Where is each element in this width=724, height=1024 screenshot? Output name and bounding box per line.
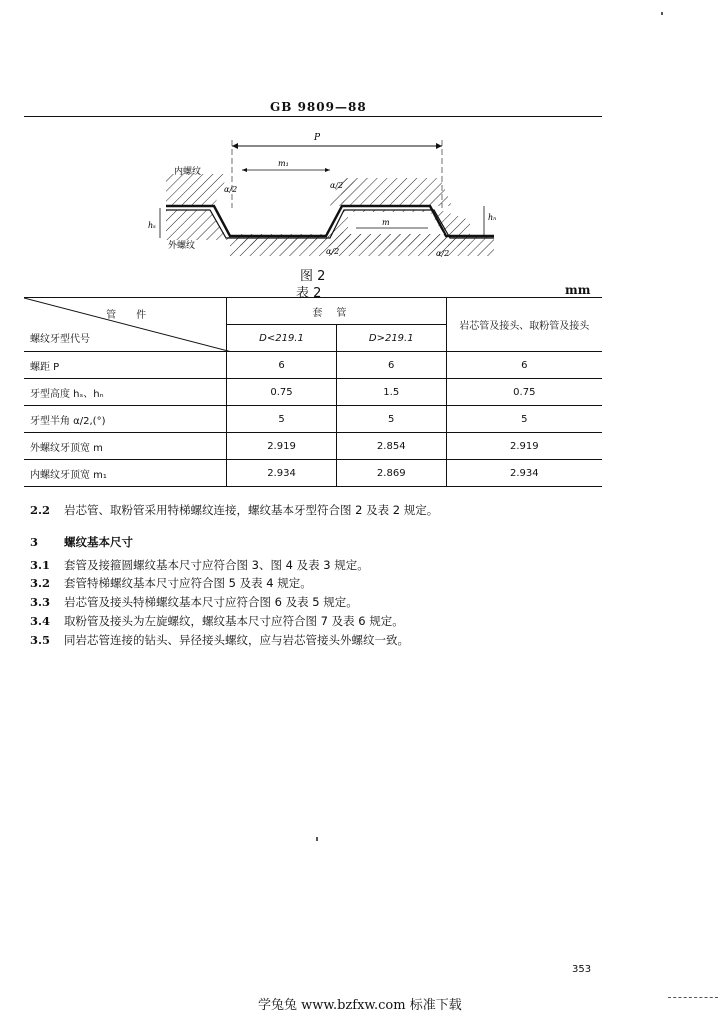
row-label: 牙型半角 α/2,(°) [24, 406, 227, 433]
clause-text: 套管特梯螺纹基本尺寸应符合图 5 及表 4 规定。 [64, 576, 312, 590]
clause-number: 3 [30, 535, 39, 549]
cell: 0.75 [227, 379, 337, 406]
casing-group-header: 套管 [227, 298, 446, 325]
cell: 2.869 [336, 460, 446, 487]
footer-watermark: 学兔兔 www.bzfxw.com 标准下载 [258, 998, 462, 1013]
half-angle-label-1: α/2 [224, 185, 238, 194]
table-row [24, 379, 602, 406]
row-label: 螺距 P [24, 352, 227, 379]
cell: 2.934 [227, 460, 337, 487]
cell: 6 [446, 352, 602, 379]
table-header-row [24, 298, 602, 325]
page-number: 353 [572, 964, 592, 975]
clause-number: 3.4 [30, 614, 51, 628]
table-title: 表 2 [296, 286, 322, 301]
scan-speck [316, 837, 318, 841]
cell: 1.5 [336, 379, 446, 406]
diag-header-bottom: 螺纹牙型代号 [30, 334, 90, 345]
cell: 5 [446, 406, 602, 433]
clause-number: 3.5 [30, 633, 51, 647]
m1-label: m₁ [278, 159, 289, 168]
cell: 2.919 [446, 433, 602, 460]
header-rule [24, 116, 602, 117]
hs-label: hₛ [148, 221, 156, 230]
table-row [24, 460, 602, 487]
standard-header: GB 9809—88 [270, 100, 367, 114]
clause-text: 套管及接箍圆螺纹基本尺寸应符合图 3、图 4 及表 3 规定。 [64, 558, 369, 572]
half-angle-label-2: α/2 [330, 181, 344, 190]
thread-profile-figure [130, 128, 510, 264]
inner-thread-label: 内螺纹 [174, 167, 202, 177]
half-angle-label-3: α/2 [326, 247, 340, 256]
section-3-heading [30, 534, 133, 550]
pitch-label: P [314, 133, 321, 143]
cell: 6 [336, 352, 446, 379]
clause-number: 3.1 [30, 558, 51, 572]
table-row [24, 406, 602, 433]
diag-header-top: 管件 [106, 310, 167, 321]
paragraph-3-3 [30, 594, 358, 610]
outer-thread-label: 外螺纹 [168, 241, 196, 251]
m-label: m [382, 218, 390, 227]
clause-text: 岩芯管及接头特梯螺纹基本尺寸应符合图 6 及表 5 规定。 [64, 595, 358, 609]
row-label: 外螺纹牙顶宽 m [24, 433, 227, 460]
paragraph-2-2 [30, 502, 438, 518]
clause-text: 螺纹基本尺寸 [64, 535, 133, 549]
col-large-diameter: D>219.1 [336, 325, 446, 352]
diagonal-header-cell [24, 298, 227, 352]
clause-text: 取粉管及接头为左旋螺纹，螺纹基本尺寸应符合图 7 及表 6 规定。 [64, 614, 404, 628]
cell: 6 [227, 352, 337, 379]
paragraph-3-2 [30, 575, 312, 591]
figure-caption: 图 2 [300, 269, 326, 284]
cell: 5 [336, 406, 446, 433]
cell: 2.854 [336, 433, 446, 460]
table-row [24, 352, 602, 379]
scan-speck [661, 12, 663, 15]
clause-text: 岩芯管、取粉管采用特梯螺纹连接，螺纹基本牙型符合图 2 及表 2 规定。 [64, 503, 439, 517]
paragraph-3-1 [30, 557, 369, 573]
clause-number: 2.2 [30, 503, 51, 517]
cell: 2.919 [227, 433, 337, 460]
thread-parameters-table [24, 297, 602, 487]
clause-text: 同岩芯管连接的钻头、异径接头螺纹，应与岩芯管接头外螺纹一致。 [64, 633, 409, 647]
clause-number: 3.3 [30, 595, 51, 609]
col-small-diameter: D<219.1 [227, 325, 337, 352]
cell: 5 [227, 406, 337, 433]
cell: 2.934 [446, 460, 602, 487]
row-label: 内螺纹牙顶宽 m₁ [24, 460, 227, 487]
clause-number: 3.2 [30, 576, 51, 590]
core-tube-header: 岩芯管及接头、取粉管及接头 [446, 298, 602, 352]
cell: 0.75 [446, 379, 602, 406]
table-row [24, 433, 602, 460]
footer-dashed-line [668, 997, 718, 998]
paragraph-3-5 [30, 632, 409, 648]
paragraph-3-4 [30, 613, 404, 629]
row-label: 牙型高度 hₛ、hₙ [24, 379, 227, 406]
table-unit: mm [565, 283, 591, 297]
hn-label: hₙ [488, 213, 497, 222]
half-angle-label-4: α/2 [436, 249, 450, 258]
